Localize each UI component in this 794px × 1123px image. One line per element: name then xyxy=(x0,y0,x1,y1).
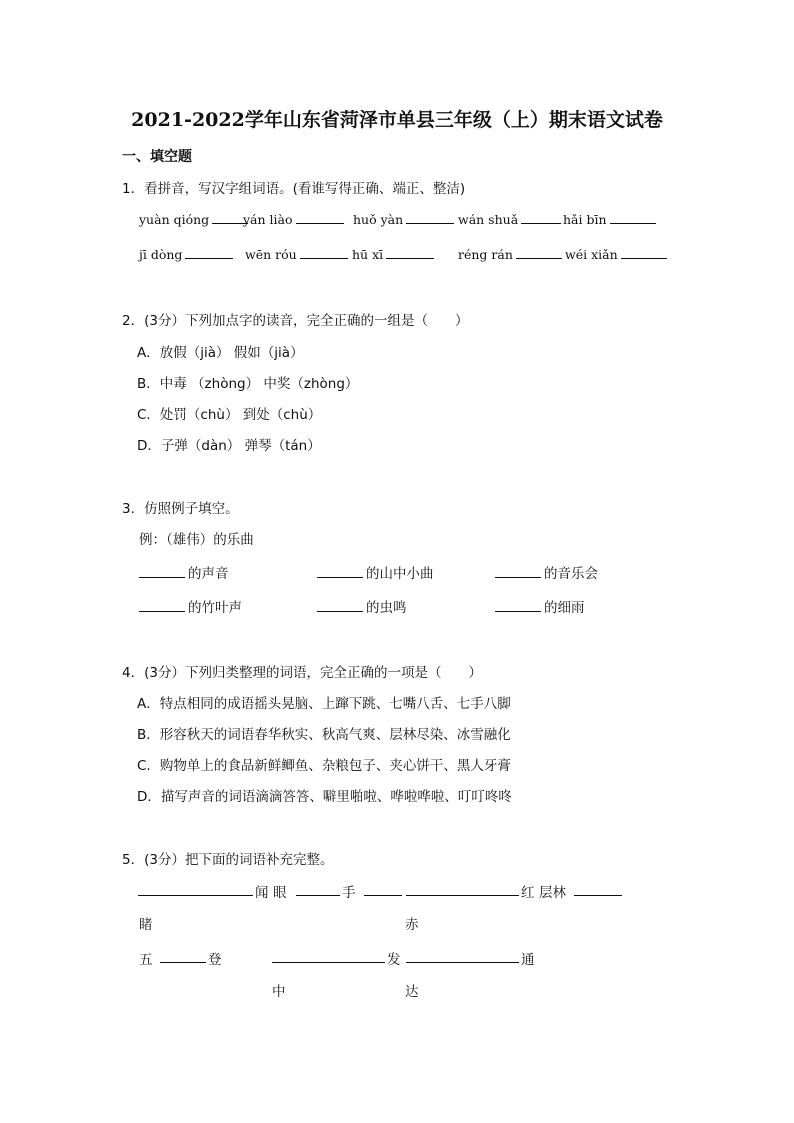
answer-blank[interactable] xyxy=(296,211,344,224)
q4-option-a[interactable]: A．特点相同的成语摇头晃脑、上蹿下跳、七嘴八舌、七手八脚 xyxy=(137,696,511,712)
q2-option-c[interactable]: C．处罚（chù） 到处（chù） xyxy=(137,407,322,423)
answer-blank[interactable] xyxy=(185,246,233,259)
idiom-char: 红 xyxy=(521,885,535,901)
idiom-char: 手 xyxy=(342,885,356,901)
page-title: 2021-2022学年山东省菏泽市单县三年级（上）期末语文试卷 xyxy=(131,109,663,131)
pinyin-prompt: yán liào xyxy=(243,212,293,227)
q1-row1-item2 xyxy=(243,211,347,227)
idiom-char: 通 xyxy=(521,952,535,968)
q1-row2-item3 xyxy=(352,246,437,262)
answer-blank[interactable] xyxy=(406,962,519,963)
q1-row2-item4 xyxy=(458,246,565,262)
answer-blank[interactable] xyxy=(495,565,541,578)
answer-blank[interactable] xyxy=(621,246,667,259)
q2-option-b[interactable]: B．中毒 （zhòng） 中奖（zhòng） xyxy=(137,376,359,392)
pinyin-prompt: wēn róu xyxy=(245,247,297,262)
answer-blank[interactable] xyxy=(364,895,402,896)
answer-blank[interactable] xyxy=(610,211,656,224)
q4-option-c[interactable]: C．购物单上的食品新鲜鲫鱼、杂粮包子、夹心饼干、黑人牙膏 xyxy=(137,758,511,774)
pinyin-prompt: réng rán xyxy=(458,247,513,262)
question-5-stem: 5．(3分）把下面的词语补充完整。 xyxy=(122,852,334,868)
idiom-char: 眼 xyxy=(273,885,287,901)
answer-blank[interactable] xyxy=(138,895,253,896)
idiom-char: 发 xyxy=(387,952,401,968)
answer-blank[interactable] xyxy=(160,962,206,963)
idiom-char: 赤 xyxy=(405,917,419,933)
section-heading: 一、填空题 xyxy=(122,149,192,165)
answer-blank[interactable] xyxy=(139,565,185,578)
answer-blank[interactable] xyxy=(272,962,385,963)
q1-row2-item1 xyxy=(139,246,236,262)
answer-blank[interactable] xyxy=(386,246,434,259)
q2-option-d[interactable]: D．子弹（dàn） 弹琴（tán） xyxy=(137,438,321,454)
q1-row1-item3 xyxy=(353,211,457,227)
q1-row1-item4 xyxy=(458,211,564,227)
idiom-char: 登 xyxy=(208,952,222,968)
idiom-char: 闻 xyxy=(255,885,269,901)
q1-row2-item5 xyxy=(565,246,670,262)
question-1-stem: 1．看拼音，写汉字组词语。(看谁写得正确、端正、整洁) xyxy=(122,181,466,197)
q1-row2-item2 xyxy=(245,246,351,262)
pinyin-prompt: wéi xiǎn xyxy=(565,247,618,262)
q3-example: 例：（雄伟）的乐曲 xyxy=(139,532,254,548)
q3-item: 的虫鸣 xyxy=(317,596,407,616)
pinyin-prompt: huǒ yàn xyxy=(353,212,404,227)
answer-blank[interactable] xyxy=(317,599,363,612)
answer-blank[interactable] xyxy=(574,895,622,896)
answer-blank[interactable] xyxy=(139,599,185,612)
question-2-stem: 2．(3分）下列加点字的读音，完全正确的一组是（ ） xyxy=(122,313,469,329)
answer-blank[interactable] xyxy=(296,895,340,896)
question-4-stem: 4．(3分）下列归类整理的词语，完全正确的一项是（ ） xyxy=(122,665,482,681)
idiom-char: 中 xyxy=(272,984,286,1000)
answer-blank[interactable] xyxy=(521,211,561,224)
answer-blank[interactable] xyxy=(516,246,562,259)
pinyin-prompt: hū xī xyxy=(352,247,384,262)
q1-row1-item5 xyxy=(563,211,659,227)
q1-row1-item1 xyxy=(139,211,251,227)
idiom-char: 层林 xyxy=(539,885,566,901)
q3-item: 的竹叶声 xyxy=(139,596,242,616)
q4-option-b[interactable]: B．形容秋天的词语春华秋实、秋高气爽、层林尽染、冰雪融化 xyxy=(137,727,511,743)
q4-option-d[interactable]: D．描写声音的词语滴滴答答、噼里啪啦、哗啦哗啦、叮叮咚咚 xyxy=(137,789,512,805)
idiom-char: 睹 xyxy=(139,917,153,933)
answer-blank[interactable] xyxy=(406,211,454,224)
q2-option-a[interactable]: A．放假（jià） 假如（jià） xyxy=(137,345,304,361)
pinyin-prompt: jī dòng xyxy=(139,247,183,262)
q3-item: 的山中小曲 xyxy=(317,562,434,582)
pinyin-prompt: hǎi bīn xyxy=(563,212,607,227)
q3-item: 的细雨 xyxy=(495,596,585,616)
answer-blank[interactable] xyxy=(495,599,541,612)
idiom-char: 五 xyxy=(139,952,153,968)
answer-blank[interactable] xyxy=(317,565,363,578)
answer-blank[interactable] xyxy=(406,895,519,896)
q3-item: 的声音 xyxy=(139,562,229,582)
question-3-stem: 3．仿照例子填空。 xyxy=(122,501,239,517)
q3-item: 的音乐会 xyxy=(495,562,598,582)
pinyin-prompt: yuàn qióng xyxy=(139,212,210,227)
answer-blank[interactable] xyxy=(300,246,348,259)
idiom-char: 达 xyxy=(405,984,419,1000)
pinyin-prompt: wán shuǎ xyxy=(458,212,519,227)
